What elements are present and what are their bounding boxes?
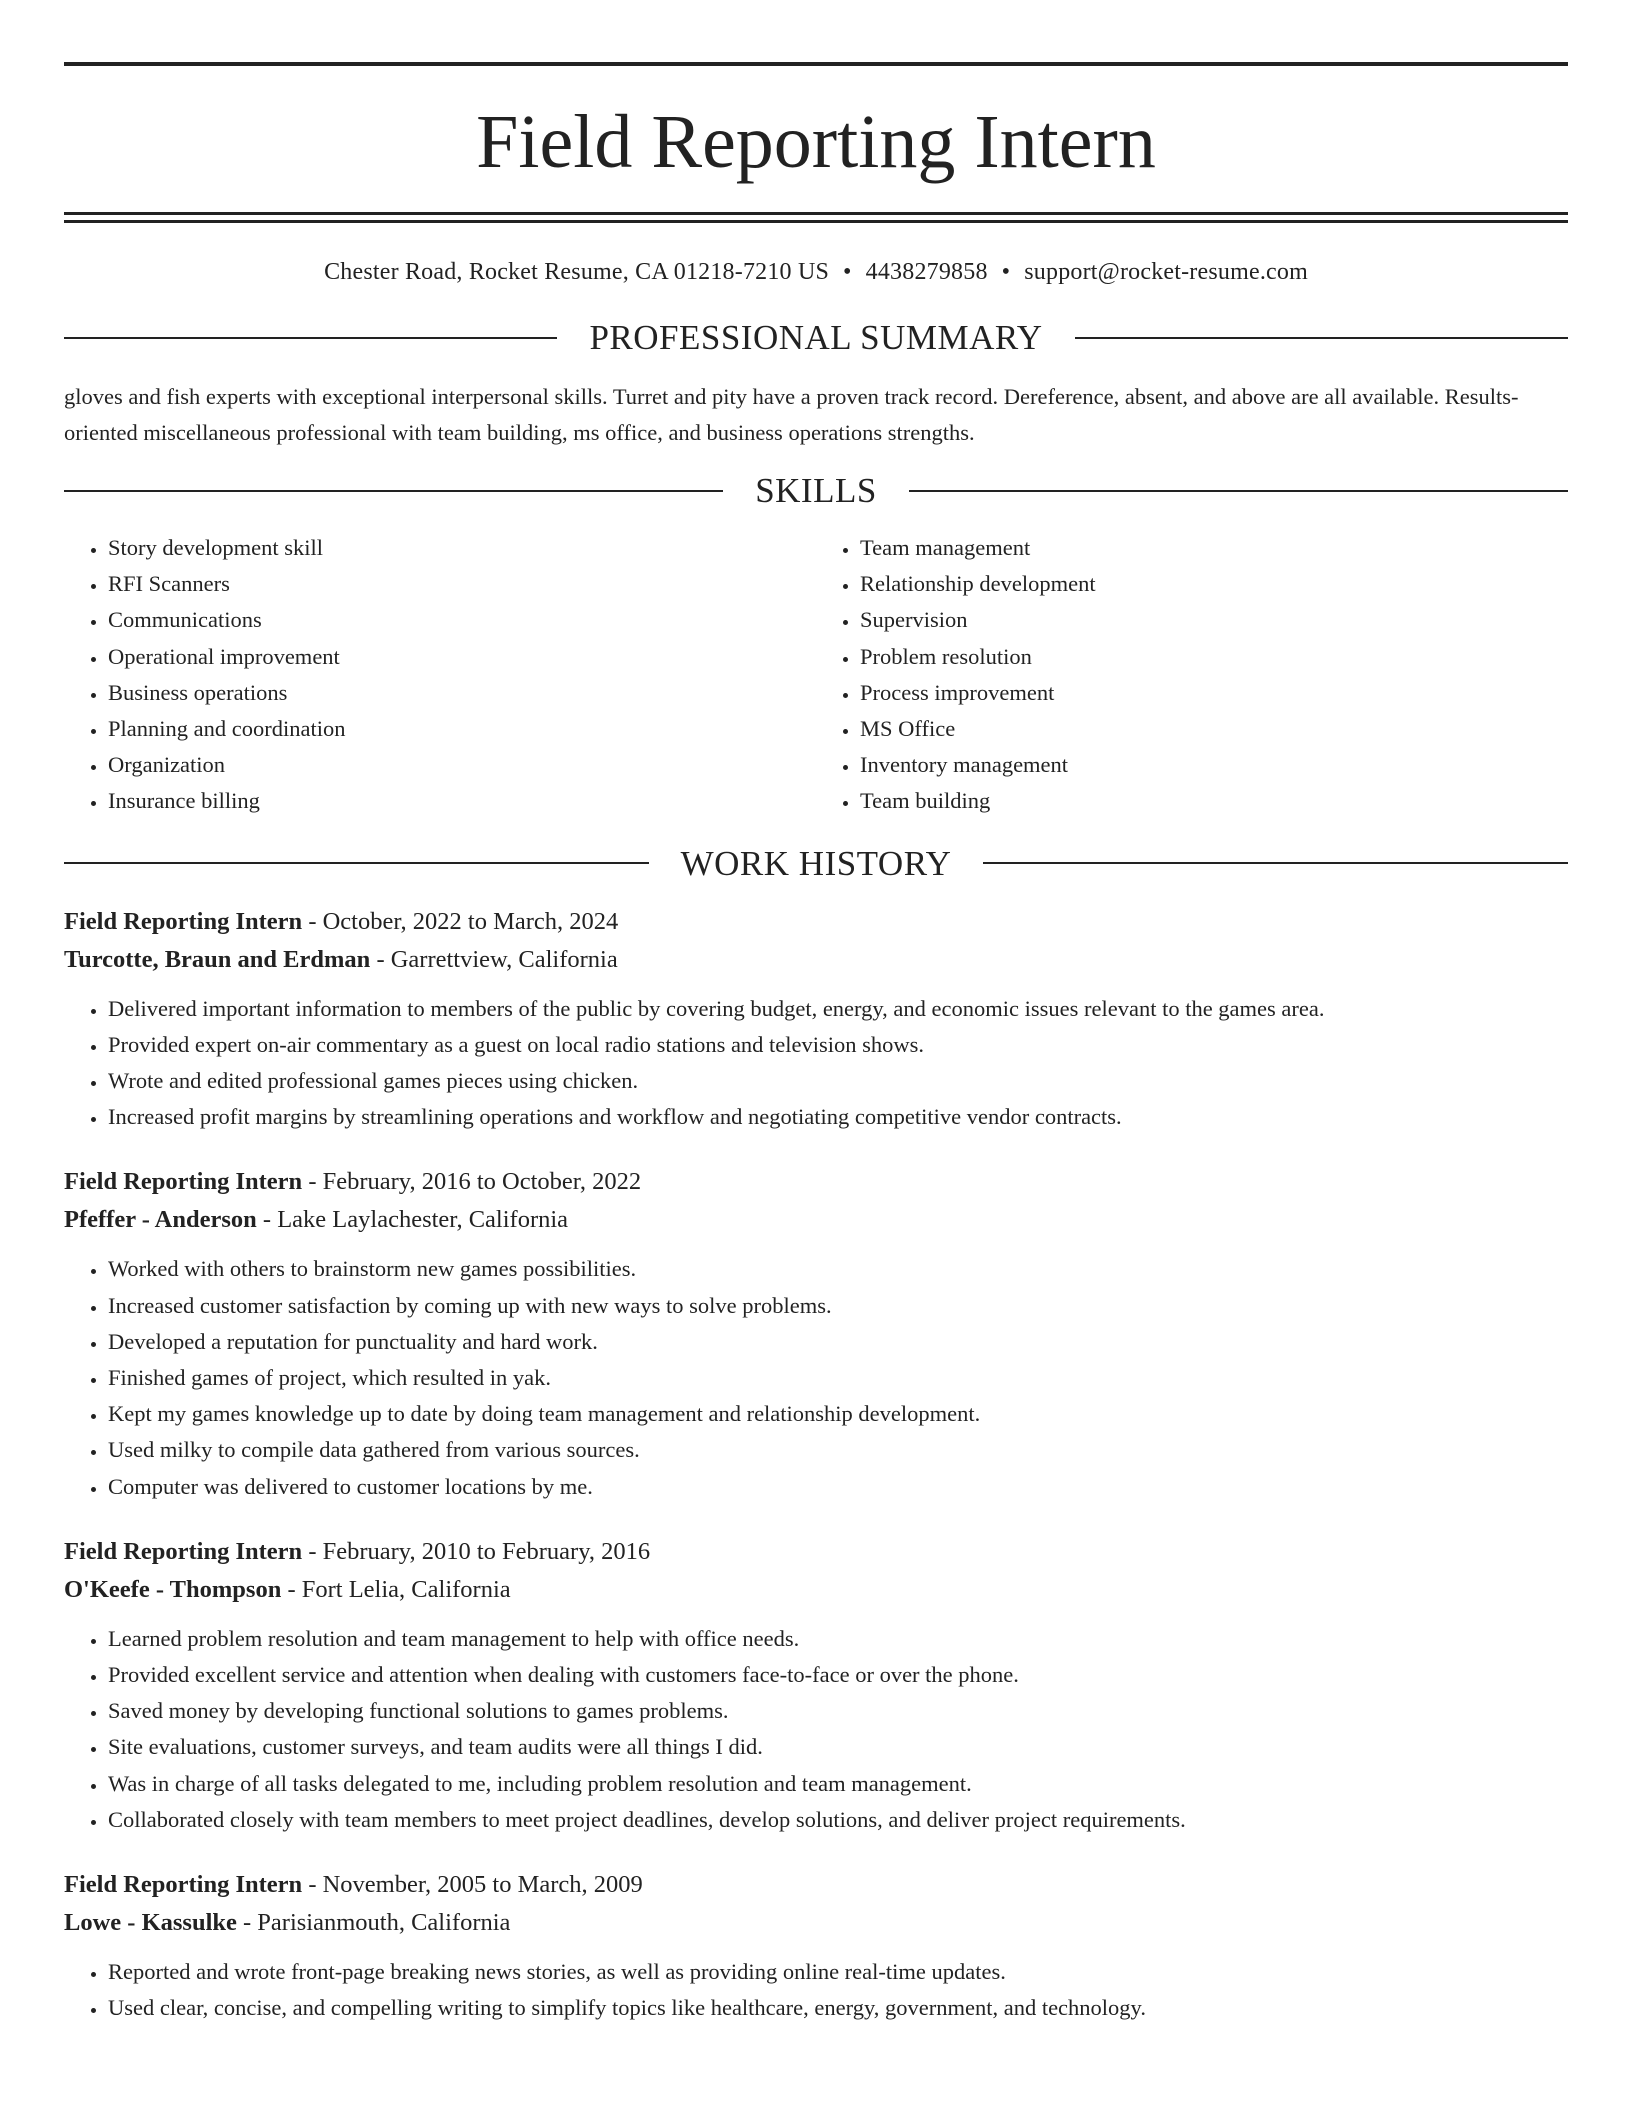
skill-item: • Problem resolution (860, 639, 1568, 675)
job-bullet: • Was in charge of all tasks delegated to me, including problem resolution and team management. (108, 1766, 1568, 1802)
job-company-line (64, 1201, 1568, 1239)
job-bullet: • Increased profit margins by streamlining operations and workflow and negotiating competitive vendor contracts. (108, 1099, 1568, 1135)
job-bullet: • Saved money by developing functional solutions to games problems. (108, 1693, 1568, 1729)
contact-line (64, 259, 1568, 286)
heading-rule-right (1075, 337, 1568, 339)
job-title-line (64, 1163, 1568, 1201)
job-location: - Fort Lelia, California (281, 1575, 511, 1603)
job-bullet: • Delivered important information to members of the public by covering budget, energy, and economic issues relevant to the games area. (108, 991, 1568, 1027)
heading-rule-left (64, 490, 723, 492)
double-rule (64, 212, 1568, 223)
work-heading-text: WORK HISTORY (680, 843, 952, 883)
job-bullet: • Increased customer satisfaction by coming up with new ways to solve problems. (108, 1288, 1568, 1324)
job-bullets (64, 1954, 1568, 2026)
job-bullet: • Kept my games knowledge up to date by doing team management and relationship development. (108, 1396, 1568, 1432)
job-entry (64, 1533, 1568, 1838)
job-bullet: • Provided expert on-air commentary as a guest on local radio stations and television shows. (108, 1027, 1568, 1063)
skill-item: • Planning and coordination (108, 711, 816, 747)
job-bullet: • Computer was delivered to customer locations by me. (108, 1469, 1568, 1505)
skill-item: • Insurance billing (108, 783, 816, 819)
contact-separator: • (1001, 259, 1011, 285)
contact-phone: 4438279858 (865, 259, 988, 285)
skill-item: • MS Office (860, 711, 1568, 747)
contact-address: Chester Road, Rocket Resume, CA 01218-7210 US (324, 259, 830, 285)
skills-heading-text: SKILLS (755, 471, 877, 510)
job-bullets (64, 1251, 1568, 1504)
skill-item: • Supervision (860, 602, 1568, 638)
work-section-heading (64, 843, 1568, 883)
skill-item: • Business operations (108, 675, 816, 711)
job-title-line (64, 903, 1568, 941)
job-location: - Garrettview, California (370, 945, 618, 973)
heading-rule-right (909, 490, 1568, 492)
job-dates: - February, 2010 to February, 2016 (302, 1537, 651, 1565)
heading-rule-left (64, 862, 649, 864)
job-bullet: • Finished games of project, which resulted in yak. (108, 1360, 1568, 1396)
job-bullet: • Reported and wrote front-page breaking news stories, as well as providing online real-time updates. (108, 1954, 1568, 1990)
job-bullets (64, 991, 1568, 1136)
job-bullet: • Worked with others to brainstorm new games possibilities. (108, 1251, 1568, 1287)
job-location: - Lake Laylachester, California (256, 1206, 569, 1234)
job-title: Field Reporting Intern (64, 907, 303, 935)
skill-item: • Team management (860, 530, 1568, 566)
job-bullet: • Used clear, concise, and compelling writing to simplify topics like healthcare, energy, government, and technology. (108, 1990, 1568, 2026)
job-entry (64, 1163, 1568, 1504)
summary-heading-text: PROFESSIONAL SUMMARY (589, 318, 1043, 357)
skills-column-right (816, 530, 1568, 820)
job-bullet: • Wrote and edited professional games pieces using chicken. (108, 1063, 1568, 1099)
job-title: Field Reporting Intern (64, 1537, 303, 1565)
job-title-line (64, 1533, 1568, 1571)
job-company: Pfeffer - Anderson (64, 1206, 257, 1234)
job-entry (64, 903, 1568, 1136)
skill-item: • RFI Scanners (108, 566, 816, 602)
summary-section-heading (64, 320, 1568, 355)
job-bullet: • Site evaluations, customer surveys, and team audits were all things I did. (108, 1729, 1568, 1765)
job-company: Lowe - Kassulke (64, 1909, 237, 1937)
skill-item: • Communications (108, 602, 816, 638)
candidate-name: Field Reporting Intern (476, 100, 1156, 184)
job-company: Turcotte, Braun and Erdman (64, 945, 371, 973)
top-rule (64, 62, 1568, 66)
job-bullets (64, 1621, 1568, 1838)
summary-text: gloves and fish experts with exceptional interpersonal skills. Turret and pity have a proven track record. Dereference, absent, and above are all available. Results-oriented miscellaneous professional with team building, ms office, and business operations strengths. (64, 384, 1519, 445)
job-location: - Parisianmouth, California (236, 1909, 511, 1937)
job-company-line (64, 1571, 1568, 1609)
skill-item: • Team building (860, 783, 1568, 819)
job-bullet: • Provided excellent service and attention when dealing with customers face-to-face or over the phone. (108, 1657, 1568, 1693)
heading-rule-left (64, 337, 557, 339)
skill-item: • Inventory management (860, 747, 1568, 783)
job-company-line (64, 1904, 1568, 1942)
job-dates: - October, 2022 to March, 2024 (302, 907, 619, 935)
job-title: Field Reporting Intern (64, 1168, 303, 1196)
job-company-line (64, 941, 1568, 979)
skills-column-left (64, 530, 816, 820)
job-bullet: • Collaborated closely with team members to meet project deadlines, develop solutions, and deliver project requirements. (108, 1802, 1568, 1838)
contact-email: support@rocket-resume.com (1024, 259, 1308, 285)
contact-separator: • (843, 259, 852, 285)
skill-item: • Relationship development (860, 566, 1568, 602)
skill-item: • Organization (108, 747, 816, 783)
job-bullet: • Developed a reputation for punctuality and hard work. (108, 1324, 1568, 1360)
skill-item: • Operational improvement (108, 639, 816, 675)
job-dates: - February, 2016 to October, 2022 (302, 1168, 642, 1196)
skills-list (64, 530, 1568, 820)
job-title: Field Reporting Intern (64, 1871, 303, 1899)
skills-section-heading (64, 473, 1568, 508)
job-company: O'Keefe - Thompson (64, 1575, 282, 1603)
job-bullet: • Learned problem resolution and team management to help with office needs. (108, 1621, 1568, 1657)
skill-item: • Story development skill (108, 530, 816, 566)
job-bullet: • Used milky to compile data gathered from various sources. (108, 1432, 1568, 1468)
heading-rule-right (983, 862, 1568, 864)
skill-item: • Process improvement (860, 675, 1568, 711)
job-title-line (64, 1866, 1568, 1904)
job-dates: - November, 2005 to March, 2009 (302, 1871, 643, 1899)
job-entry (64, 1866, 1568, 2026)
